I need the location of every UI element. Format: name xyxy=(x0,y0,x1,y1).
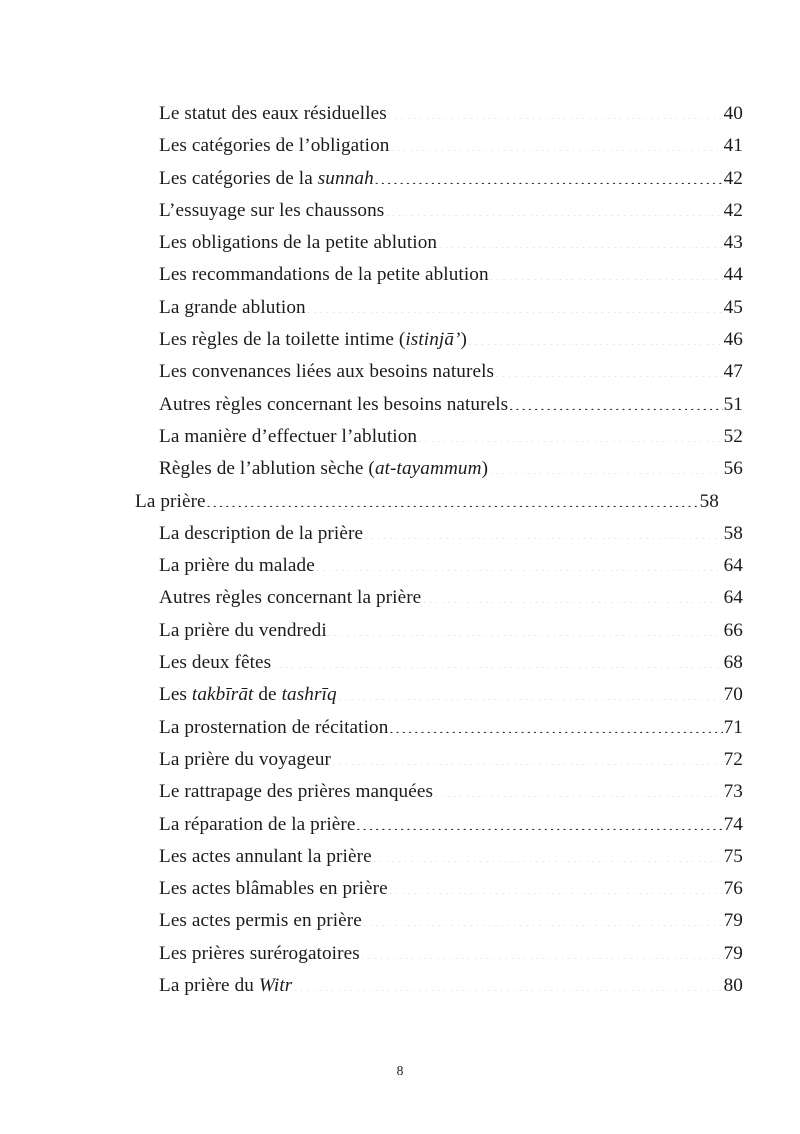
toc-entry-title: Les deux fêtes xyxy=(159,652,272,674)
toc-entry[interactable] xyxy=(108,776,743,808)
toc-entry-page-number: 64 xyxy=(723,555,743,577)
toc-entry-title: L’essuyage sur les chaussons xyxy=(159,199,385,221)
toc-entry-page-number: 72 xyxy=(723,748,743,770)
toc-dot-leader xyxy=(337,681,723,700)
toc-entry[interactable] xyxy=(108,518,743,550)
toc-entry[interactable] xyxy=(108,679,743,711)
toc-entry-page-number: 43 xyxy=(723,232,743,254)
toc-dot-leader xyxy=(356,810,723,829)
toc-entry-title: La prière du vendredi xyxy=(159,619,327,641)
toc-entry-title: La réparation de la prière xyxy=(159,813,356,835)
toc-entry-page-number: 58 xyxy=(699,490,719,512)
toc-entry[interactable] xyxy=(108,227,743,259)
toc-entry-title: Les actes blâmables en prière xyxy=(159,878,388,900)
toc-entry-page-number: 76 xyxy=(723,878,743,900)
toc-entry-title: La manière d’effectuer l’ablution xyxy=(159,425,418,447)
toc-entry-title: La prière du Witr xyxy=(159,975,293,997)
toc-entry-page-number: 56 xyxy=(723,458,743,480)
toc-entry[interactable] xyxy=(108,615,743,647)
toc-dot-leader xyxy=(434,778,724,797)
toc-entry[interactable] xyxy=(108,905,743,937)
toc-dot-leader xyxy=(293,972,723,991)
toc-entry-title: Les actes annulant la prière xyxy=(159,845,372,867)
toc-dot-leader xyxy=(327,617,723,636)
toc-entry[interactable] xyxy=(108,582,743,614)
toc-entry[interactable] xyxy=(108,809,743,841)
toc-entry[interactable] xyxy=(108,712,743,744)
toc-entry-page-number: 66 xyxy=(723,619,743,641)
toc-entry-page-number: 74 xyxy=(723,813,743,835)
toc-entry-page-number: 58 xyxy=(723,522,743,544)
toc-entry-title: Les règles de la toilette intime (istinjā’) xyxy=(159,329,468,351)
toc-entry-title: Le statut des eaux résiduelles xyxy=(159,103,387,124)
toc-dot-leader xyxy=(418,423,723,442)
toc-dot-leader xyxy=(389,713,723,732)
toc-entry[interactable] xyxy=(108,486,719,518)
toc-entry[interactable] xyxy=(108,292,743,324)
toc-dot-leader xyxy=(272,649,723,668)
toc-entry-page-number: 52 xyxy=(723,425,743,447)
toc-entry[interactable] xyxy=(108,98,743,130)
toc-dot-leader xyxy=(387,100,723,119)
toc-entry[interactable] xyxy=(108,259,743,291)
toc-entry[interactable] xyxy=(108,453,743,485)
toc-entry[interactable] xyxy=(108,970,743,1002)
toc-dot-leader xyxy=(362,907,723,926)
toc-entry-page-number: 71 xyxy=(723,716,743,738)
toc-entry-title: Autres règles concernant les besoins naturels xyxy=(159,393,509,415)
toc-entry-page-number: 68 xyxy=(723,652,743,674)
toc-entry[interactable] xyxy=(108,163,743,195)
toc-entry[interactable] xyxy=(108,873,743,905)
toc-entry[interactable] xyxy=(108,841,743,873)
toc-entry-page-number: 46 xyxy=(723,329,743,351)
toc-entry-page-number: 47 xyxy=(723,361,743,383)
toc-entry-page-number: 79 xyxy=(723,942,743,964)
toc-entry-page-number: 42 xyxy=(723,199,743,221)
toc-entry-page-number: 45 xyxy=(723,296,743,318)
toc-entry[interactable] xyxy=(108,356,743,388)
toc-entry-title: Les obligations de la petite ablution xyxy=(159,232,438,254)
toc-entry-title: Autres règles concernant la prière xyxy=(159,587,422,609)
toc-entry[interactable] xyxy=(108,324,743,356)
toc-entry-page-number: 51 xyxy=(723,393,743,415)
toc-entry-page-number: 79 xyxy=(723,910,743,932)
toc-entry-title: Les catégories de la sunnah xyxy=(159,167,374,189)
toc-entry-page-number: 41 xyxy=(723,135,743,157)
toc-dot-leader xyxy=(388,875,723,894)
toc-entry-title: Les actes permis en prière xyxy=(159,910,362,932)
toc-entry-page-number: 42 xyxy=(723,167,743,189)
toc-dot-leader xyxy=(438,229,723,248)
table-of-contents xyxy=(108,98,743,1002)
toc-dot-leader xyxy=(509,390,723,409)
toc-entry-title: Le rattrapage des prières manquées xyxy=(159,781,434,803)
toc-dot-leader xyxy=(489,261,723,280)
toc-entry-title: La description de la prière xyxy=(159,522,364,544)
toc-entry-title: Les convenances liées aux besoins naturels xyxy=(159,361,495,383)
toc-entry-title: La prosternation de récitation xyxy=(159,716,389,738)
toc-entry-page-number: 80 xyxy=(723,975,743,997)
page-folio-number: 8 xyxy=(396,1063,404,1078)
toc-dot-leader xyxy=(306,294,723,313)
toc-dot-leader xyxy=(206,487,699,506)
toc-entry-title: Les catégories de l’obligation xyxy=(159,135,390,157)
toc-dot-leader xyxy=(332,746,724,765)
toc-entry-page-number: 73 xyxy=(723,781,743,803)
toc-dot-leader xyxy=(385,197,723,216)
toc-dot-leader xyxy=(422,584,723,603)
toc-entry[interactable] xyxy=(108,550,743,582)
toc-entry[interactable] xyxy=(108,647,743,679)
toc-dot-leader xyxy=(360,940,723,959)
toc-entry-page-number: 40 xyxy=(723,103,743,124)
toc-dot-leader xyxy=(374,164,723,183)
toc-entry-title: Règles de l’ablution sèche (at-tayammum) xyxy=(159,458,489,480)
toc-dot-leader xyxy=(315,552,723,571)
toc-dot-leader xyxy=(364,520,724,539)
toc-dot-leader xyxy=(372,843,723,862)
toc-entry-page-number: 64 xyxy=(723,587,743,609)
toc-entry-title: La grande ablution xyxy=(159,296,306,318)
toc-entry[interactable] xyxy=(108,938,743,970)
toc-entry-page-number: 70 xyxy=(723,684,743,706)
toc-dot-leader xyxy=(390,132,723,151)
toc-entry[interactable] xyxy=(108,421,743,453)
toc-entry[interactable] xyxy=(108,389,743,421)
toc-entry-title: Les prières surérogatoires xyxy=(159,942,360,964)
toc-entry-title: La prière du voyageur xyxy=(159,748,332,770)
toc-entry-title: Les recommandations de la petite ablution xyxy=(159,264,489,286)
toc-dot-leader xyxy=(495,358,724,377)
toc-entry[interactable] xyxy=(108,130,743,162)
toc-entry-title: La prière du malade xyxy=(159,555,315,577)
toc-dot-leader xyxy=(489,455,724,474)
toc-entry[interactable] xyxy=(108,744,743,776)
toc-entry-title: La prière xyxy=(135,490,206,512)
toc-entry[interactable] xyxy=(108,195,743,227)
toc-dot-leader xyxy=(468,326,724,345)
toc-entry-title: Les takbīrāt de tashrīq xyxy=(159,684,337,706)
toc-entry-page-number: 75 xyxy=(723,845,743,867)
toc-entry-page-number: 44 xyxy=(723,264,743,286)
